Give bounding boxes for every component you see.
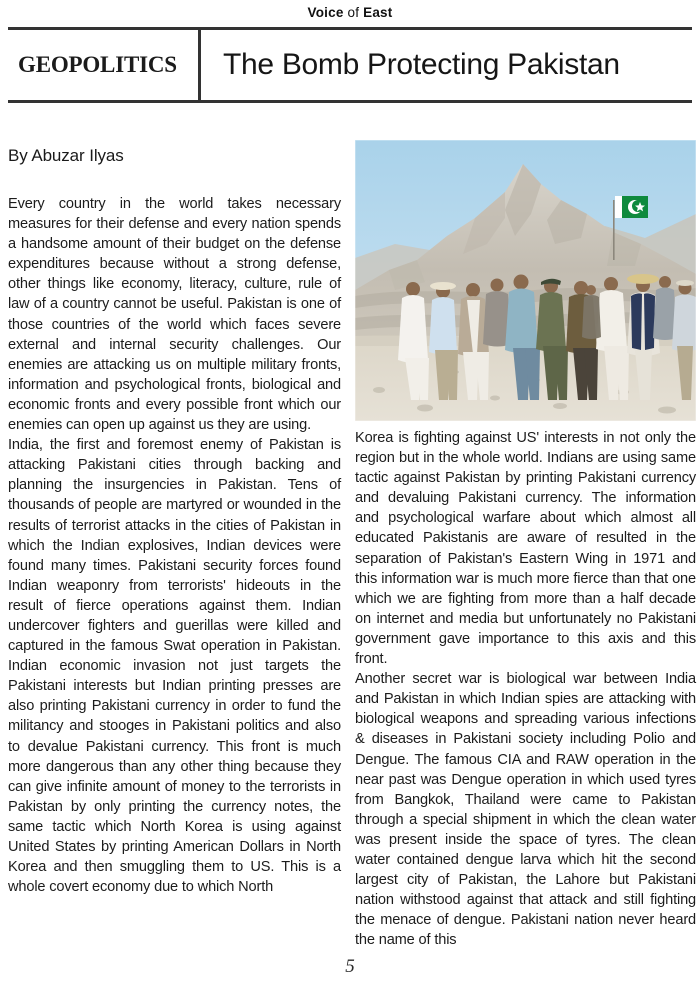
section-kicker: GEOPOLITICS: [18, 52, 177, 77]
page-title: The Bomb Protecting Pakistan: [223, 48, 620, 81]
byline: By Abuzar Ilyas: [8, 146, 124, 165]
body-column-right: [355, 428, 696, 950]
masthead-word-of: of: [347, 5, 360, 20]
article-header: [8, 27, 692, 103]
masthead-word-east: East: [363, 5, 393, 20]
paragraph: Every country in the world takes necessary measures for their defense and every nation spends a handsome amount of their budget on the defense expenditures because without a strong defense, other things like economy, literacy, culture, rule of law of a country cannot be useful. Pakistan is one of those countries of the world which faces severe external and internal security challenges. Our enemies are attacking us on multiple military fronts, information and psychological fronts, biological and economic fronts and every possible front which our enemies can open up against us they are using.: [8, 196, 341, 434]
page-number: 5: [345, 956, 355, 977]
paragraph: India, the first and foremost enemy of Pakistan is attacking Pakistani cities through backing and planning the insurgencies in Pakistan. Tens of thousands of people are martyred or wounded in the results of terrorist attacks in the cities of Pakistan in which the Indian explosives, Indian devices were found many times. Pakistani security forces found Indian weaponry from terrorists' hideouts in the result of fierce operations against them. Indian undercover fighters and guerillas were killed and captured in the famous Swat operation in Pakistan. Indian economic invasion not just targets the Pakistani interests but Indian printing presses are also printing Pakistani currency in order to fund the militancy and stooges in Pakistani politics and also to devalue Pakistani currency. This front is much more dangerous than any other thing because they can give infinite amount of money to the terrorists in Pakistan by only printing the currency notes, the same tactic which North Korea is using against United States by printing American Dollars in North Korea and then smuggling them to US. This is a whole covert economy due to which North: [8, 437, 341, 896]
photo-illustration: [355, 140, 696, 421]
paragraph: Korea is fighting against US' interests in not only the region but in the whole world. Indians are using same tactic against Pakistan by printing Pakistani currency and devaluing Pakistani currency. The information and psychological warfare about which almost all educated Pakistanis are aware of resulted in the separation of Pakistan's Eastern Wing in 1971 and this information war is much more fierce than that one which we are fighting from more than a half decade on internet and media but unfortunately no Pakistani government gave importance to this axis and this front.: [355, 430, 696, 668]
body-column-left: [8, 194, 341, 897]
masthead-word-voice: Voice: [307, 5, 344, 20]
masthead: [0, 0, 700, 26]
article-photo: [355, 140, 696, 421]
paragraph: Another secret war is biological war between India and Pakistan in which Indian spies are attacking with biological weapons and spreading various infections & diseases in Pakistani society including Polio and Dengue. The famous CIA and RAW operation in the near past was Dengue operation in which used tyres from Bangkok, Thailand were came to Pakistan through a special shipment in which the clean water was present inside the space of tyres. The clean water contained dengue larva which hit the second largest city of Pakistan, the Lahore but Pakistani nation withstood against that attack and still fighting the menace of dengue. Pakistani nation never heard the name of this: [355, 671, 696, 949]
